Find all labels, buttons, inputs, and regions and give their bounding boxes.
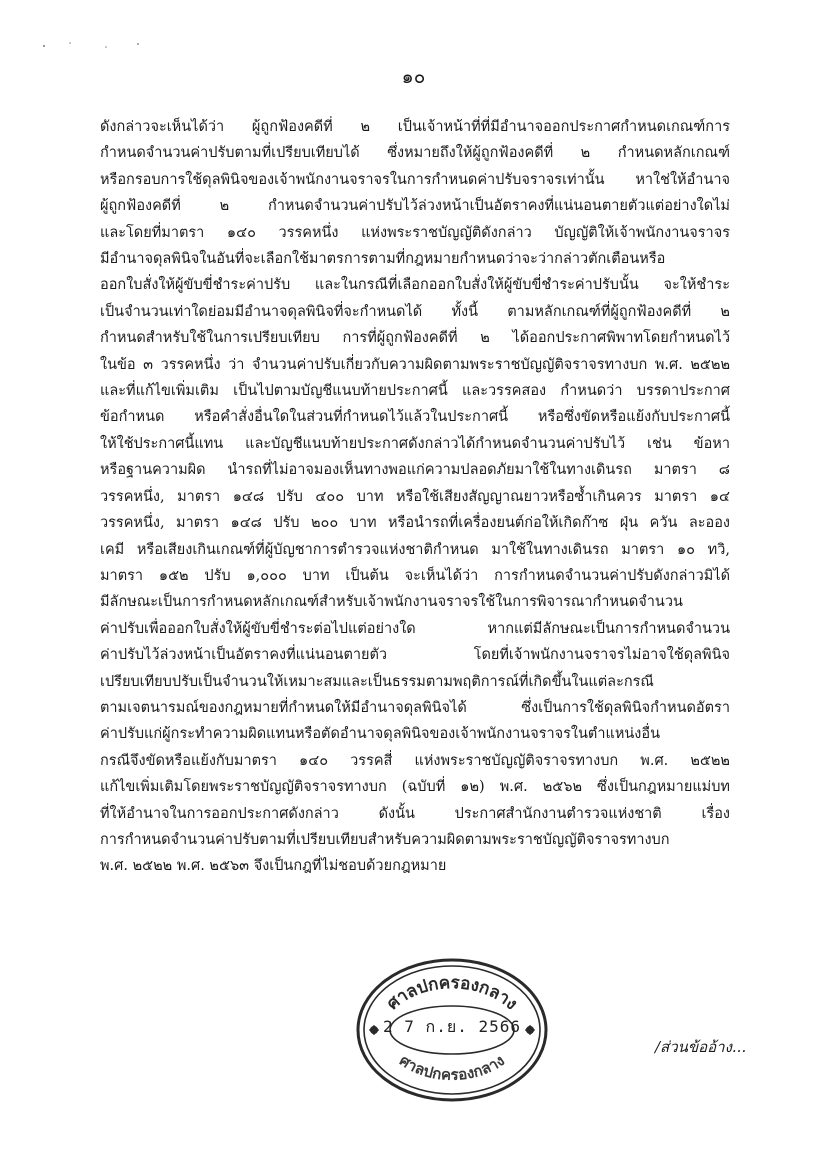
text-line: พ.ศ. ๒๕๒๒ พ.ศ. ๒๕๖๓ จึงเป็นกฎที่ไม่ชอบด้วยกฎหมาย — [100, 858, 447, 875]
text-line: แก้ไขเพิ่มเติมโดยพระราชบัญญัติจราจรทางบก (ฉบับที่ ๑๒) พ.ศ. ๒๕๖๒ ซึ่งเป็นกฎหมายแม่บท — [100, 779, 730, 796]
text-line: วรรคหนึ่ง, มาตรา ๑๔๘ ปรับ ๔๐๐ บาท หรือใช้เสียงสัญญาณยาวหรือซ้ำเกินควร มาตรา ๑๔ — [100, 488, 730, 505]
text-line: ให้ใช้ประกาศนี้แทน และบัญชีแนบท้ายประกาศดังกล่าวได้กำหนดจำนวนค่าปรับไว้ เช่น ข้อหา — [100, 435, 730, 452]
text-line: วรรคหนึ่ง, มาตรา ๑๔๘ ปรับ ๒๐๐ บาท หรือนำรถที่เครื่องยนต์ก่อให้เกิดก๊าซ ฝุ่น ควัน ละออง — [100, 515, 730, 532]
text-line: ในข้อ ๓ วรรคหนึ่ง ว่า จำนวนค่าปรับเกี่ยวกับความผิดตามพระราชบัญญัติจราจรทางบก พ.ศ. ๒๕๒๒ — [100, 356, 730, 373]
text-line: เป็นจำนวนเท่าใดย่อมมีอำนาจดุลพินิจที่จะกำหนดได้ ทั้งนี้ ตามหลักเกณฑ์ที่ผู้ถูกฟ้องคดีที่ ๒ — [100, 303, 730, 320]
svg-text:ศาลปกครองกลาง — [396, 1051, 508, 1084]
text-line: ตามเจตนารมณ์ของกฎหมายที่กำหนดให้มีอำนาจดุลพินิจได้ ซึ่งเป็นการใช้ดุลพินิจกำหนดอัตรา — [100, 699, 730, 716]
text-line: กำหนดสำหรับใช้ในการเปรียบเทียบ การที่ผู้ถูกฟ้องคดีที่ ๒ ได้ออกประกาศพิพาทโดยกำหนดไว้ — [100, 330, 730, 347]
text-line: กำหนดจำนวนค่าปรับตามที่เปรียบเทียบได้ ซึ่งหมายถึงให้ผู้ถูกฟ้องคดีที่ ๒ กำหนดหลักเกณฑ์ — [100, 145, 730, 162]
body-text — [100, 114, 730, 880]
text-line: ผู้ถูกฟ้องคดีที่ ๒ กำหนดจำนวนค่าปรับไว้ล่วงหน้าเป็นอัตราคงที่แน่นอนตายตัวแต่อย่างใดไม่ — [100, 198, 730, 215]
text-line: ออกใบสั่งให้ผู้ขับขี่ชำระค่าปรับ และในกรณีที่เลือกออกใบสั่งให้ผู้ขับขี่ชำระค่าปรับนั้น จะให้ชำระ — [100, 277, 730, 294]
text-line: หรือกรอบการใช้ดุลพินิจของเจ้าพนักงานจราจรในการกำหนดค่าปรับจราจรเท่านั้น หาใช่ให้อำนาจ — [100, 171, 730, 188]
text-line: และที่แก้ไขเพิ่มเติม เป็นไปตามบัญชีแนบท้ายประกาศนี้ และวรรคสอง กำหนดว่า บรรดาประกาศ — [100, 383, 730, 400]
text-line: ค่าปรับไว้ล่วงหน้าเป็นอัตราคงที่แน่นอนตายตัว โดยที่เจ้าพนักงานจราจรไม่อาจใช้ดุลพินิจ — [100, 647, 730, 664]
text-line: หรือฐานความผิด นำรถที่ไม่อาจมองเห็นทางพอแก่ความปลอดภัยมาใช้ในทางเดินรถ มาตรา ๘ — [100, 462, 730, 479]
svg-text:ศาลปกครองกลาง — [383, 973, 521, 1014]
court-stamp — [352, 948, 552, 1106]
text-line: เปรียบเทียบปรับเป็นจำนวนให้เหมาะสมและเป็นธรรมตามพฤติการณ์ที่เกิดขึ้นในแต่ละกรณี — [100, 673, 654, 690]
stamp-top-text: ศาลปกครองกลาง — [382, 973, 522, 1015]
text-line: ดังกล่าวจะเห็นได้ว่า ผู้ถูกฟ้องคดีที่ ๒ เป็นเจ้าหน้าที่ที่มีอำนาจออกประกาศกำหนดเกณฑ์การ — [100, 119, 730, 135]
text-line: มาตรา ๑๕๒ ปรับ ๑,๐๐๐ บาท เป็นต้น จะเห็นได้ว่า การกำหนดจำนวนค่าปรับดังกล่าวมิได้ — [100, 567, 730, 584]
text-line: มีลักษณะเป็นการกำหนดหลักเกณฑ์สำหรับเจ้าพนักงานจราจรใช้ในการพิจารณากำหนดจำนวน — [100, 594, 683, 611]
text-line: ค่าปรับแก่ผู้กระทำความผิดแทนหรือตัดอำนาจดุลพินิจของเจ้าพนักงานจราจรในตำแหน่งอื่น — [100, 726, 660, 743]
text-line: การกำหนดจำนวนค่าปรับตามที่เปรียบเทียบสำหรับความผิดตามพระราชบัญญัติจราจรทางบก — [100, 831, 670, 848]
text-line: และโดยที่มาตรา ๑๔๐ วรรคหนึ่ง แห่งพระราชบัญญัติดังกล่าว บัญญัติให้เจ้าพนักงานจราจร — [100, 224, 730, 241]
text-line: เคมี หรือเสียงเกินเกณฑ์ที่ผู้บัญชาการตำรวจแห่งชาติกำหนด มาใช้ในทางเดินรถ มาตรา ๑๐ ทวิ, — [100, 541, 730, 558]
continuation-note: /ส่วนข้ออ้าง... — [655, 1038, 747, 1056]
scan-speckle — [40, 40, 150, 50]
text-line: ที่ให้อำนาจในการออกประกาศดังกล่าว ดังนั้น ประกาศสำนักงานตำรวจแห่งชาติ เรื่อง — [100, 805, 730, 822]
text-line: กรณีจึงขัดหรือแย้งกับมาตรา ๑๔๐ วรรคสี่ แห่งพระราชบัญญัติจราจรทางบก พ.ศ. ๒๕๒๒ — [100, 752, 730, 769]
stamp-date: 2 7 ก.ย. 2566 — [382, 1017, 522, 1036]
text-line: ข้อกำหนด หรือคำสั่งอื่นใดในส่วนที่กำหนดไว้แล้วในประกาศนี้ หรือซึ่งขัดหรือแย้งกับประกาศนี้ — [100, 409, 730, 426]
stamp-bottom-text: ศาลปกครองกลาง — [396, 1051, 508, 1084]
page-number: ๑๐ — [401, 66, 426, 88]
text-line: ค่าปรับเพื่อออกใบสั่งให้ผู้ขับขี่ชำระต่อไปแต่อย่างใด หากแต่มีลักษณะเป็นการกำหนดจำนวน — [100, 620, 730, 637]
text-line: มีอำนาจดุลพินิจในอันที่จะเลือกใช้มาตรการตามที่กฎหมายกำหนดว่าจะว่ากล่าวตักเตือนหรือ — [100, 251, 666, 268]
